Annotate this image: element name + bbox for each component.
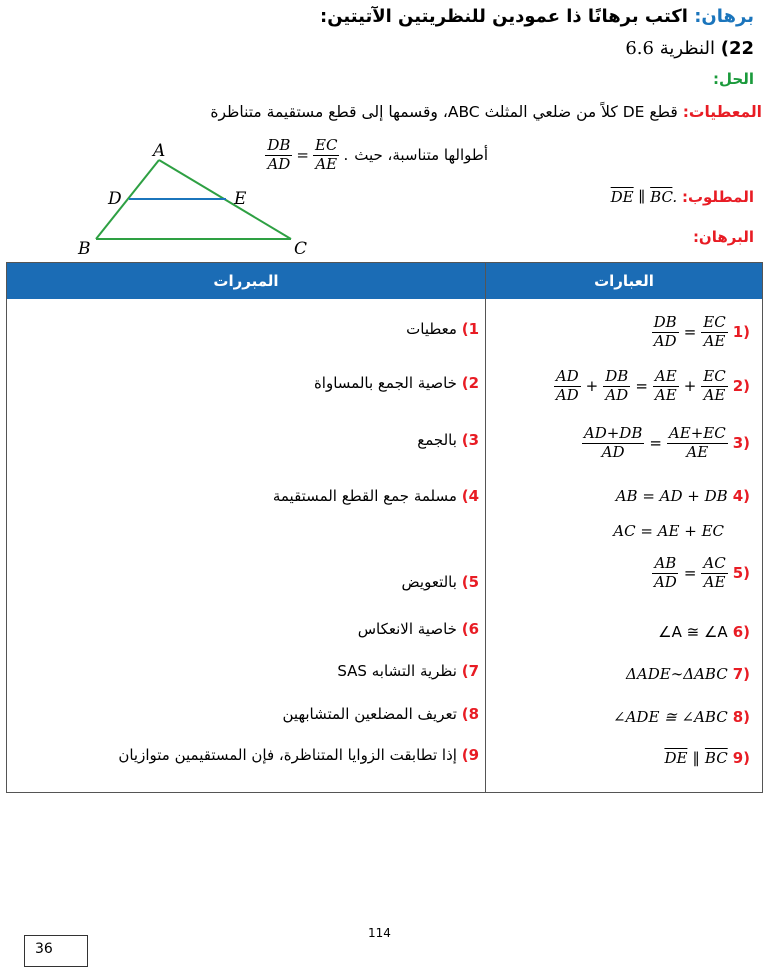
table-header bbox=[7, 263, 762, 299]
reason-row-5 bbox=[402, 573, 479, 591]
frac-den: AE bbox=[703, 331, 726, 350]
row-number: 1) bbox=[732, 323, 750, 342]
row-number: 3) bbox=[461, 431, 479, 449]
vertex-c-label: C bbox=[294, 239, 308, 259]
frac-den: AD bbox=[555, 385, 579, 404]
row-number: 4) bbox=[732, 487, 750, 505]
row-number: 3) bbox=[732, 434, 750, 453]
column-divider bbox=[485, 263, 486, 792]
frac-num: AD+DB bbox=[583, 424, 643, 442]
row-number: 2) bbox=[461, 374, 479, 392]
frac-num: AE+EC bbox=[668, 424, 726, 442]
frac-den: AD bbox=[653, 572, 677, 591]
reason-text: إذا تطابقت الزوايا المتناظرة، فإن المستقيمين متوازيان bbox=[118, 746, 457, 764]
frac-num: AC bbox=[703, 554, 726, 572]
segment-bc: $\overline{BC}$ bbox=[650, 188, 673, 206]
frac-num: EC bbox=[315, 136, 338, 154]
frac-den: AD bbox=[653, 331, 677, 350]
statement-row-8 bbox=[613, 708, 750, 726]
statement-row-2: $\frac{AD}{AD}$ + $\frac{DB}{AD}$ = $\frac{AE}{AE}$ + $\frac{EC}{AE}$ 2) bbox=[555, 367, 750, 404]
statement-row-4a bbox=[616, 487, 750, 505]
parallel-symbol: ∥ bbox=[638, 188, 646, 206]
vertex-d-label: D bbox=[108, 189, 122, 209]
statement-row-6 bbox=[658, 623, 750, 641]
frac-den: AE bbox=[654, 385, 677, 404]
required-statement: $\overline{DE}$ ∥ $\overline{BC}$. bbox=[610, 188, 678, 206]
header-reasons: المبررات bbox=[213, 272, 279, 290]
statement-text: ∠A ≅ ∠A bbox=[658, 623, 728, 641]
segment-bc: $\overline{BC}$ bbox=[704, 749, 728, 767]
row-number: 7) bbox=[461, 662, 479, 680]
statement-row-5: $\frac{AB}{AD}$ = $\frac{AC}{AE}$ 5) bbox=[653, 554, 750, 591]
page-number-box bbox=[24, 935, 88, 967]
row-number: 8) bbox=[461, 705, 479, 723]
solution-label: الحل: bbox=[713, 70, 754, 88]
given-text-2: أطوالها متناسبة، حيث bbox=[354, 146, 488, 165]
triangle-figure bbox=[68, 136, 338, 265]
exercise-header bbox=[320, 6, 754, 27]
reason-text: خاصية الجمع بالمساواة bbox=[313, 374, 457, 392]
frac-den: AE bbox=[703, 572, 726, 591]
row-number: 9) bbox=[732, 749, 750, 767]
statement-text: ΔADE∼ΔABC bbox=[626, 665, 728, 683]
reason-row-2 bbox=[314, 374, 479, 392]
frac-den: AE bbox=[686, 442, 709, 461]
reason-row-8 bbox=[283, 705, 480, 723]
parallel-symbol: ∥ bbox=[692, 749, 700, 767]
frac-num: EC bbox=[703, 367, 726, 385]
box-number: 36 bbox=[35, 941, 53, 957]
theorem-line bbox=[625, 38, 754, 59]
row-number: 5) bbox=[732, 564, 750, 583]
page-number: 114 bbox=[368, 926, 391, 940]
statement-text: AC = AE + EC bbox=[613, 522, 724, 540]
frac-den: AE bbox=[315, 154, 338, 173]
row-number: 9) bbox=[461, 746, 479, 764]
reason-text: مسلمة جمع القطع المستقيمة bbox=[272, 487, 457, 505]
frac-num: DB bbox=[653, 313, 677, 331]
theorem-value: 6.6 bbox=[625, 38, 654, 59]
header-text: اكتب برهانًا ذا عمودين للنظريتين الآتيتين: bbox=[320, 6, 688, 27]
frac-den: AD bbox=[601, 442, 625, 461]
statement-text: AB = AD + DB bbox=[615, 487, 728, 505]
frac-num: AB bbox=[654, 554, 677, 572]
given-text: قطع DE كلاً من ضلعي المثلث ABC، وقسمها إلى قطع مستقيمة متناظرة bbox=[210, 103, 678, 121]
vertex-b-label: B bbox=[78, 239, 91, 259]
statement-row-7 bbox=[626, 665, 750, 683]
reason-text: نظرية التشابه SAS bbox=[337, 662, 457, 680]
frac-den: AD bbox=[605, 385, 629, 404]
row-number: 6) bbox=[461, 620, 479, 638]
vertex-e-label: E bbox=[234, 189, 247, 209]
required-label: المطلوب: bbox=[681, 188, 754, 206]
statement-text: ∠ADE ≅ ∠ABC bbox=[613, 708, 728, 726]
reason-row-7 bbox=[337, 662, 479, 680]
reason-text: بالتعويض bbox=[401, 573, 457, 591]
frac-num: DB bbox=[267, 136, 291, 154]
vertex-a-label: A bbox=[153, 141, 166, 161]
given-proportion: $\frac{DB}{AD}$ = $\frac{EC}{AE}$ . bbox=[267, 136, 349, 173]
row-number: 7) bbox=[732, 665, 750, 683]
required-line bbox=[611, 188, 754, 206]
exercise-number: 22) bbox=[720, 38, 754, 59]
header-statements: العبارات bbox=[594, 272, 654, 290]
frac-num: AD bbox=[555, 367, 579, 385]
row-number: 6) bbox=[732, 623, 750, 641]
frac-num: DB bbox=[605, 367, 629, 385]
reason-row-6 bbox=[358, 620, 479, 638]
segment-de: $\overline{DE}$ bbox=[610, 188, 634, 206]
frac-den: AD bbox=[267, 154, 291, 173]
frac-den: AE bbox=[703, 385, 726, 404]
proof-table bbox=[6, 262, 763, 793]
reason-text: تعريف المضلعين المتشابهين bbox=[282, 705, 457, 723]
reason-row-1 bbox=[406, 320, 479, 338]
reason-row-4 bbox=[273, 487, 479, 505]
theorem-label: النظرية bbox=[659, 38, 715, 59]
statement-row-1: $\frac{DB}{AD}$ = $\frac{EC}{AE}$ 1) bbox=[653, 313, 750, 350]
reason-text: بالجمع bbox=[417, 431, 457, 449]
reason-text: خاصية الانعكاس bbox=[357, 620, 457, 638]
header-label: برهان: bbox=[694, 6, 754, 27]
statement-row-9 bbox=[664, 749, 750, 767]
reason-row-3 bbox=[417, 431, 479, 449]
segment-de: $\overline{DE}$ bbox=[664, 749, 688, 767]
reason-row-9 bbox=[118, 746, 479, 764]
row-number: 5) bbox=[461, 573, 479, 591]
row-number: 8) bbox=[732, 708, 750, 726]
row-number: 1) bbox=[461, 320, 479, 338]
given-label: المعطيات: bbox=[682, 103, 762, 121]
given-line-1 bbox=[210, 103, 762, 121]
proof-label: البرهان: bbox=[692, 228, 754, 246]
statement-row-3: $\frac{AD+DB}{AD}$ = $\frac{AE+EC}{AE}$ 3) bbox=[583, 424, 750, 461]
row-number: 4) bbox=[461, 487, 479, 505]
frac-num: EC bbox=[703, 313, 726, 331]
frac-num: AE bbox=[654, 367, 677, 385]
row-number: 2) bbox=[732, 377, 750, 396]
reason-text: معطيات bbox=[406, 320, 457, 338]
statement-row-4b bbox=[613, 522, 724, 540]
